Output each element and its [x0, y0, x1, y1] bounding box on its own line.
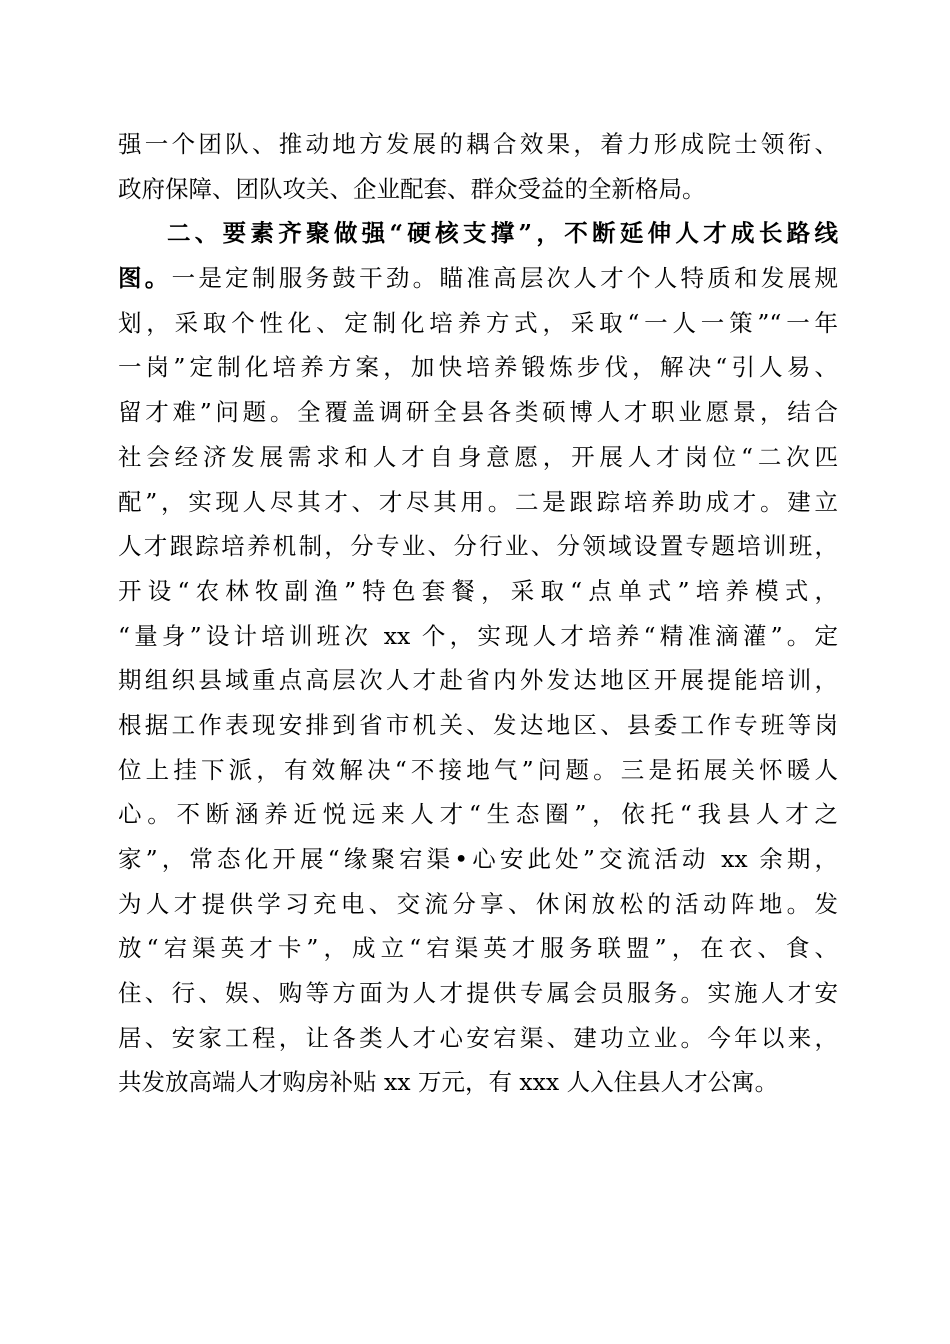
- paragraph-2-line: 划，采取个性化、定制化培养方式，采取“一人一策”“一年: [118, 308, 838, 337]
- paragraph-2-line: 一岗”定制化培养方案，加快培养锻炼步伐，解决“引人易、: [118, 353, 838, 382]
- paragraph-2-line: 居、安家工程，让各类人才心安宕渠、建功立业。今年以来，: [118, 1023, 838, 1052]
- paragraph-2-line: 心。不断涵养近悦远来人才“生态圈”，依托“我县人才之: [118, 800, 838, 829]
- paragraph-2-line: 为人才提供学习充电、交流分享、休闲放松的活动阵地。发: [118, 889, 838, 918]
- paragraph-2-line: 放“宕渠英才卡”，成立“宕渠英才服务联盟”，在衣、食、: [118, 934, 838, 963]
- paragraph-2-line: 位上挂下派，有效解决“不接地气”问题。三是拓展关怀暖人: [118, 755, 838, 784]
- paragraph-2-line: 期组织县域重点高层次人才赴省内外发达地区开展提能培训，: [118, 666, 838, 695]
- paragraph-2-line: 共发放高端人才购房补贴 xx 万元，有 xxx 人入住县人才公寓。: [118, 1068, 779, 1097]
- paragraph-2-line: “量身”设计培训班次 xx 个，实现人才培养“精准滴灌”。定: [118, 621, 838, 650]
- paragraph-2-line: 留才难”问题。全覆盖调研全县各类硕博人才职业愿景，结合: [118, 398, 838, 427]
- paragraph-2-line: 人才跟踪培养机制，分专业、分行业、分领域设置专题培训班，: [118, 532, 838, 561]
- paragraph-2-line-1-text: 一是定制服务鼓干劲。瞄准高层次人才个人特质和发展规: [171, 264, 839, 293]
- body-text: [118, 122, 838, 1105]
- paragraph-1-line-2: 政府保障、团队攻关、企业配套、群众受益的全新格局。: [118, 174, 706, 203]
- paragraph-2-line: 社会经济发展需求和人才自身意愿，开展人才岗位“二次匹: [118, 442, 838, 471]
- paragraph-2-line: 配”，实现人尽其才、才尽其用。二是跟踪培养助成才。建立: [118, 487, 838, 516]
- paragraph-2-line-1: [118, 256, 838, 301]
- paragraph-2-line: 住、行、娱、购等方面为人才提供专属会员服务。实施人才安: [118, 979, 838, 1008]
- paragraph-2-line: 开设“农林牧副渔”特色套餐，采取“点单式”培养模式，: [118, 576, 838, 605]
- paragraph-2-line: 家”，常态化开展“缘聚宕渠•心安此处”交流活动 xx 余期，: [118, 845, 838, 873]
- paragraph-1-line-1: 强一个团队、推动地方发展的耦合效果，着力形成院士领衔、: [118, 130, 838, 158]
- section-heading-continuation: 图。: [118, 264, 172, 293]
- section-heading: 二、要素齐聚做强“硬核支撑”，不断延伸人才成长路线: [167, 219, 838, 248]
- paragraph-2-line: 根据工作表现安排到省市机关、发达地区、县委工作专班等岗: [118, 710, 838, 739]
